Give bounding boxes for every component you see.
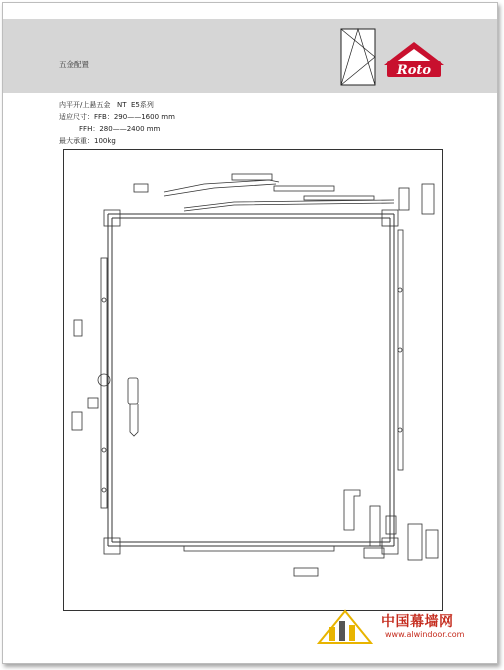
- spec-weight-line: 最大承重：100kg: [59, 137, 116, 145]
- window-handle: [128, 378, 138, 436]
- bottom-bar: [184, 546, 334, 576]
- sash-frame-outline: [108, 214, 394, 546]
- lock-catch-part: [88, 398, 98, 408]
- spec-ffb-line: 适应尺寸：FFB：290——1600 mm: [59, 113, 175, 121]
- sash-opening-diagram: [340, 28, 376, 86]
- page-title: 五金配置: [59, 60, 89, 69]
- site-watermark: [315, 607, 490, 647]
- document-page: [2, 2, 498, 664]
- logo-text: Roto: [396, 63, 432, 78]
- bottom-hinge-parts: [344, 490, 438, 560]
- watermark-url: www.alwindoor.com: [385, 630, 465, 639]
- watermark-name: 中国幕墙网: [381, 614, 454, 630]
- spec-text-block: [59, 99, 175, 147]
- hardware-drawing-frame: [63, 149, 443, 611]
- spec-series-line: 内平开/上悬五金 NT E5系列: [59, 101, 154, 109]
- strike-plate-part: [74, 320, 82, 336]
- keeper-part: [72, 412, 82, 430]
- roto-logo: [383, 41, 445, 81]
- spec-ffh-line: FFH：280——2400 mm: [59, 125, 161, 133]
- top-stay-arms: [134, 174, 434, 214]
- hardware-exploded-drawing: [64, 150, 442, 610]
- watermark-building-icon: [315, 607, 375, 647]
- right-espagnolette: [398, 230, 403, 470]
